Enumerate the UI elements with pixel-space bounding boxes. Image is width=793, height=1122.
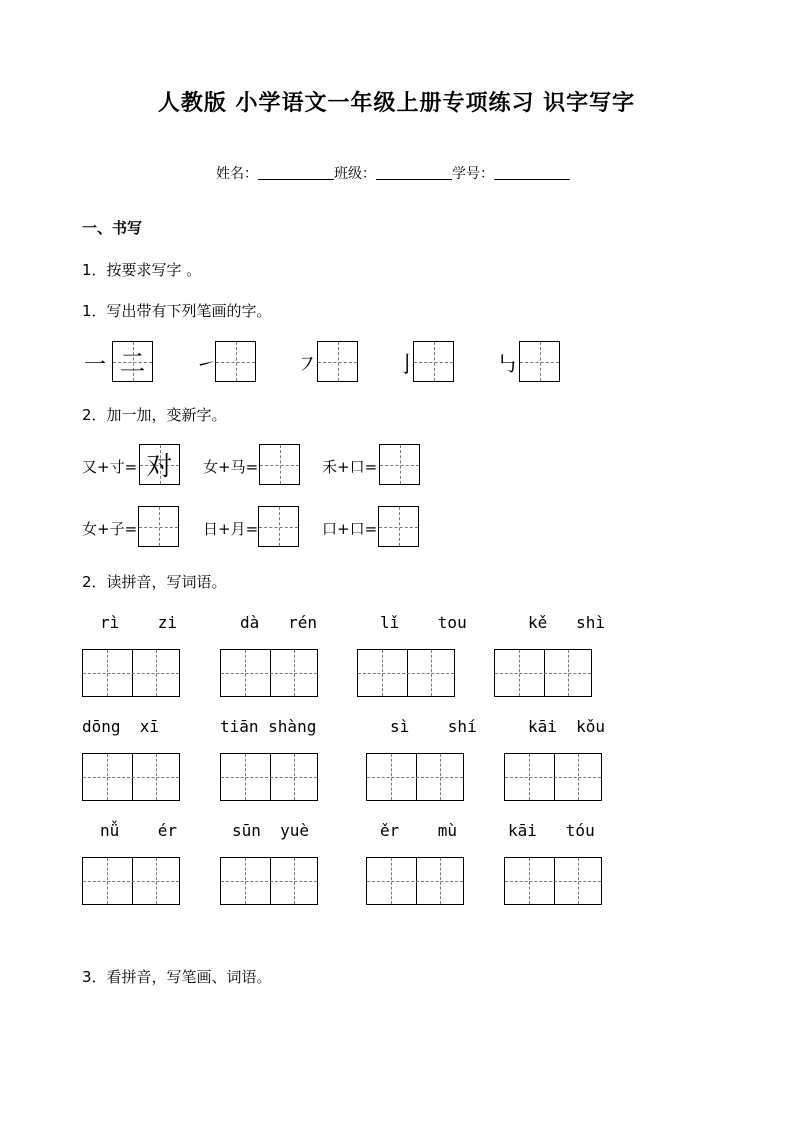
- equation-label: 日+月=: [203, 520, 259, 538]
- stroke-glyph: ㇀: [195, 353, 218, 378]
- word-writing-box[interactable]: [366, 857, 464, 905]
- grid-line: [221, 881, 317, 882]
- writing-cell[interactable]: [112, 341, 153, 382]
- cell-answer: [520, 342, 559, 381]
- equation-label: 口+口=: [322, 520, 378, 538]
- grid-line: [367, 777, 463, 778]
- word-writing-box[interactable]: [357, 649, 455, 697]
- cell-answer: 二: [119, 349, 146, 379]
- section-heading: 一、书写: [82, 219, 143, 237]
- answer-cell[interactable]: [139, 444, 180, 485]
- cell-answer: [414, 342, 453, 381]
- pinyin-label: ěr mù: [380, 821, 458, 840]
- cell-answer: [216, 342, 255, 381]
- grid-line: [221, 673, 317, 674]
- answer-cell[interactable]: [378, 506, 419, 547]
- cell-answer: [259, 507, 298, 546]
- equation-label: 女+马=: [203, 458, 259, 476]
- question-3: 3．看拼音，写笔画、词语。: [82, 968, 272, 986]
- class-label: 班级：: [334, 166, 376, 182]
- page-title: 人教版 小学语文一年级上册专项练习 识字写字: [157, 91, 636, 116]
- question-pinyin: 2．读拼音，写词语。: [82, 573, 227, 591]
- cell-answer: [260, 445, 299, 484]
- grid-line: [495, 673, 591, 674]
- pinyin-label: nǚ ér: [100, 821, 178, 840]
- cell-answer: 对: [146, 452, 173, 482]
- stroke-glyph: ㇇: [296, 353, 319, 378]
- grid-line: [83, 673, 179, 674]
- name-label: 姓名：: [216, 166, 258, 182]
- question-1-1: 1．写出带有下列笔画的字。: [82, 302, 272, 320]
- equation-label: 女+子=: [82, 520, 138, 538]
- writing-cell[interactable]: [413, 341, 454, 382]
- answer-cell[interactable]: [379, 444, 420, 485]
- writing-cell[interactable]: [519, 341, 560, 382]
- grid-line: [83, 881, 179, 882]
- word-writing-box[interactable]: [82, 649, 180, 697]
- word-writing-box[interactable]: [82, 753, 180, 801]
- question-2: 2．加一加，变新字。: [82, 406, 227, 424]
- grid-line: [367, 881, 463, 882]
- pinyin-label: dōng xī: [82, 717, 160, 736]
- grid-line: [83, 777, 179, 778]
- word-writing-box[interactable]: [82, 857, 180, 905]
- word-writing-box[interactable]: [366, 753, 464, 801]
- word-writing-box[interactable]: [494, 649, 592, 697]
- word-writing-box[interactable]: [504, 857, 602, 905]
- student-info: [216, 163, 570, 183]
- pinyin-label: kāi tóu: [508, 821, 595, 840]
- stroke-glyph: ㇉: [496, 353, 519, 378]
- stroke-glyph: 亅: [396, 353, 419, 378]
- word-writing-box[interactable]: [504, 753, 602, 801]
- class-field[interactable]: [376, 165, 452, 180]
- equation-label: 又+寸=: [82, 458, 138, 476]
- pinyin-label: kě shì: [528, 613, 606, 632]
- id-label: 学号：: [452, 166, 494, 182]
- cell-answer: [139, 507, 178, 546]
- stroke-glyph: 一: [84, 353, 107, 378]
- cell-answer: [379, 507, 418, 546]
- writing-cell[interactable]: [317, 341, 358, 382]
- question-1: 1．按要求写字 。: [82, 261, 202, 279]
- pinyin-label: sì shí: [390, 717, 477, 736]
- pinyin-label: dà rén: [240, 613, 318, 632]
- writing-cell[interactable]: [215, 341, 256, 382]
- word-writing-box[interactable]: [220, 753, 318, 801]
- grid-line: [505, 881, 601, 882]
- pinyin-label: rì zi: [100, 613, 178, 632]
- id-field[interactable]: [494, 165, 570, 180]
- grid-line: [505, 777, 601, 778]
- word-writing-box[interactable]: [220, 649, 318, 697]
- pinyin-label: sūn yuè: [232, 821, 310, 840]
- pinyin-label: tiān shàng: [220, 717, 317, 736]
- name-field[interactable]: [258, 165, 334, 180]
- cell-answer: [318, 342, 357, 381]
- grid-line: [221, 777, 317, 778]
- pinyin-label: kāi kǒu: [528, 717, 606, 736]
- cell-answer: [380, 445, 419, 484]
- equation-label: 禾+口=: [322, 458, 378, 476]
- pinyin-label: lǐ tou: [380, 613, 467, 632]
- grid-line: [358, 673, 454, 674]
- answer-cell[interactable]: [138, 506, 179, 547]
- word-writing-box[interactable]: [220, 857, 318, 905]
- answer-cell[interactable]: [258, 506, 299, 547]
- answer-cell[interactable]: [259, 444, 300, 485]
